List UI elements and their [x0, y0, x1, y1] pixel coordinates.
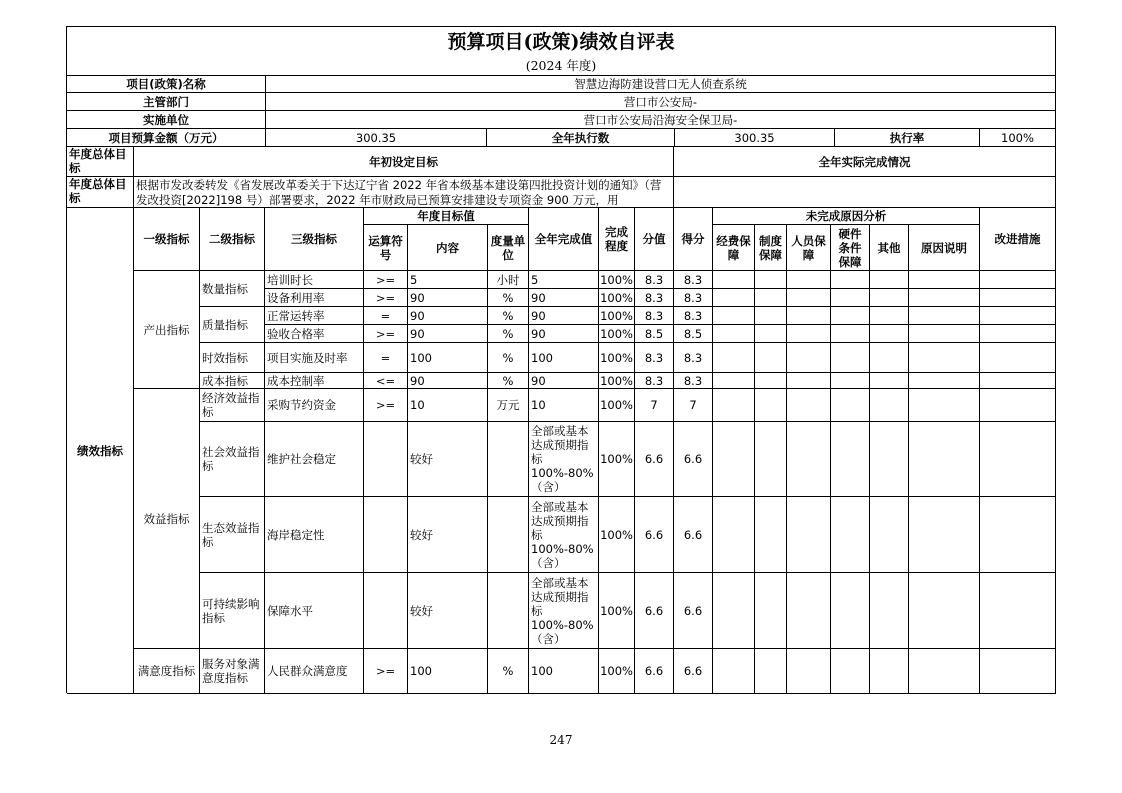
full-year-value: 90 — [529, 373, 599, 389]
score-value: 7 — [635, 389, 674, 422]
header-reason-group: 未完成原因分析 — [713, 208, 980, 225]
header-score-value: 分值 — [635, 208, 674, 271]
completion-degree: 100% — [599, 289, 635, 307]
score-value: 6.6 — [635, 573, 674, 649]
reason-system-cell — [755, 389, 787, 422]
score-value: 8.3 — [635, 343, 674, 373]
perf-indicators-label: 绩效指标 — [67, 208, 134, 694]
operator — [364, 497, 408, 573]
reason-hardware-cell — [831, 289, 870, 307]
indicator-name: 项目实施及时率 — [265, 343, 364, 373]
reason-system-cell — [755, 343, 787, 373]
measure-unit: % — [488, 373, 529, 389]
score: 6.6 — [674, 497, 713, 573]
full-year-value: 90 — [529, 289, 599, 307]
header-unit: 度量单位 — [488, 225, 529, 271]
completion-degree: 100% — [599, 497, 635, 573]
indicator-name: 验收合格率 — [265, 325, 364, 343]
measure-unit: 小时 — [488, 271, 529, 289]
group-economic: 经济效益指标 — [200, 389, 265, 422]
reason-other-cell — [870, 325, 909, 343]
reason-note-cell — [909, 325, 980, 343]
group-ecological: 生态效益指标 — [200, 497, 265, 573]
score: 6.6 — [674, 649, 713, 694]
indicator-name: 人民群众满意度 — [265, 649, 364, 694]
completion-degree: 100% — [599, 573, 635, 649]
reason-staff-cell — [787, 343, 831, 373]
group-quality: 质量指标 — [200, 307, 265, 343]
measure-unit — [488, 422, 529, 497]
page-number: 247 — [549, 733, 573, 747]
full-year-value: 全部或基本达成预期指标100%-80%（含） — [529, 422, 599, 497]
reason-system-cell — [755, 307, 787, 325]
reason-staff-cell — [787, 497, 831, 573]
target-content: 5 — [408, 271, 488, 289]
reason-staff-cell — [787, 289, 831, 307]
reason-other-cell — [870, 422, 909, 497]
group-social: 社会效益指标 — [200, 422, 265, 497]
group-benefit: 效益指标 — [134, 389, 200, 649]
header-operator: 运算符号 — [364, 225, 408, 271]
completion-degree: 100% — [599, 343, 635, 373]
measure-unit: % — [488, 325, 529, 343]
header-reason-system: 制度保障 — [755, 225, 787, 271]
score-value: 6.6 — [635, 497, 674, 573]
annual-goal-label-2: 年度总体目标 — [67, 177, 134, 208]
score-value: 8.3 — [635, 289, 674, 307]
reason-note-cell — [909, 289, 980, 307]
reason-hardware-cell — [831, 373, 870, 389]
actual-completion-header: 全年实际完成情况 — [674, 147, 1056, 177]
operator: >= — [364, 289, 408, 307]
operator: <= — [364, 373, 408, 389]
rate-label: 执行率 — [835, 129, 980, 147]
completion-degree: 100% — [599, 307, 635, 325]
reason-funds-cell — [713, 389, 755, 422]
reason-system-cell — [755, 497, 787, 573]
reason-staff-cell — [787, 307, 831, 325]
full-year-value: 100 — [529, 649, 599, 694]
header-reason-hardware: 硬件条件保障 — [831, 225, 870, 271]
completion-degree: 100% — [599, 389, 635, 422]
measure-unit: % — [488, 649, 529, 694]
header-full-year: 全年完成值 — [529, 208, 599, 271]
reason-funds-cell — [713, 343, 755, 373]
group-service: 服务对象满意度指标 — [200, 649, 265, 694]
full-year-value: 5 — [529, 271, 599, 289]
score: 6.6 — [674, 422, 713, 497]
indicator-name: 培训时长 — [265, 271, 364, 289]
full-year-value: 100 — [529, 343, 599, 373]
reason-funds-cell — [713, 307, 755, 325]
score: 8.3 — [674, 343, 713, 373]
reason-staff-cell — [787, 325, 831, 343]
reason-staff-cell — [787, 649, 831, 694]
improve-cell — [980, 497, 1056, 573]
exec-label: 全年执行数 — [487, 129, 675, 147]
target-content: 10 — [408, 389, 488, 422]
reason-other-cell — [870, 497, 909, 573]
full-year-value: 90 — [529, 325, 599, 343]
measure-unit: % — [488, 307, 529, 325]
reason-system-cell — [755, 649, 787, 694]
form-title: 预算项目(政策)绩效自评表 — [67, 27, 1056, 57]
reason-other-cell — [870, 307, 909, 325]
reason-staff-cell — [787, 573, 831, 649]
reason-hardware-cell — [831, 649, 870, 694]
annual-goal-label: 年度总体目标 — [67, 147, 134, 177]
reason-other-cell — [870, 573, 909, 649]
header-reason-other: 其他 — [870, 225, 909, 271]
score: 8.3 — [674, 271, 713, 289]
indicator-name: 采购节约资金 — [265, 389, 364, 422]
goal-text: 根据市发改委转发《省发展改革委关于下达辽宁省 2022 年省本级基本建设第四批投资计划的通知》（营发改投资[2022]198 号）部署要求，2022 年市财政局已预算安排建设专项资金 900 万元，用 — [134, 177, 674, 208]
improve-cell — [980, 389, 1056, 422]
reason-note-cell — [909, 307, 980, 325]
reason-other-cell — [870, 649, 909, 694]
reason-note-cell — [909, 649, 980, 694]
improve-cell — [980, 649, 1056, 694]
full-year-value: 全部或基本达成预期指标100%-80%（含） — [529, 497, 599, 573]
header-target-group: 年度目标值 — [364, 208, 529, 225]
score: 8.3 — [674, 373, 713, 389]
indicator-name: 正常运转率 — [265, 307, 364, 325]
reason-note-cell — [909, 497, 980, 573]
reason-note-cell — [909, 422, 980, 497]
measure-unit: 万元 — [488, 389, 529, 422]
operator: >= — [364, 271, 408, 289]
score-value: 8.5 — [635, 325, 674, 343]
completion-degree: 100% — [599, 373, 635, 389]
header-level2: 二级指标 — [200, 208, 265, 271]
reason-staff-cell — [787, 271, 831, 289]
header-score: 得分 — [674, 208, 713, 271]
completion-degree: 100% — [599, 271, 635, 289]
reason-note-cell — [909, 343, 980, 373]
reason-funds-cell — [713, 497, 755, 573]
improve-cell — [980, 573, 1056, 649]
reason-hardware-cell — [831, 573, 870, 649]
indicator-name: 设备利用率 — [265, 289, 364, 307]
reason-system-cell — [755, 271, 787, 289]
score: 8.5 — [674, 325, 713, 343]
reason-hardware-cell — [831, 343, 870, 373]
reason-funds-cell — [713, 289, 755, 307]
reason-staff-cell — [787, 422, 831, 497]
dept-label: 主管部门 — [67, 93, 266, 111]
target-content: 较好 — [408, 497, 488, 573]
group-satisfaction: 满意度指标 — [134, 649, 200, 694]
score-value: 6.6 — [635, 422, 674, 497]
initial-goal-header: 年初设定目标 — [134, 147, 674, 177]
target-content: 90 — [408, 307, 488, 325]
operator: = — [364, 343, 408, 373]
reason-note-cell — [909, 389, 980, 422]
rate-value: 100% — [980, 129, 1056, 147]
operator: = — [364, 307, 408, 325]
score: 6.6 — [674, 573, 713, 649]
improve-cell — [980, 373, 1056, 389]
header-reason-note: 原因说明 — [909, 225, 980, 271]
full-year-value: 10 — [529, 389, 599, 422]
form-year: (2024 年度) — [67, 57, 1056, 76]
improve-cell — [980, 343, 1056, 373]
reason-other-cell — [870, 389, 909, 422]
operator: >= — [364, 649, 408, 694]
budget-value: 300.35 — [266, 129, 487, 147]
improve-cell — [980, 422, 1056, 497]
operator: >= — [364, 325, 408, 343]
reason-note-cell — [909, 373, 980, 389]
reason-other-cell — [870, 271, 909, 289]
score-value: 6.6 — [635, 649, 674, 694]
measure-unit: % — [488, 289, 529, 307]
reason-system-cell — [755, 289, 787, 307]
score: 8.3 — [674, 307, 713, 325]
dept-value: 营口市公安局- — [266, 93, 1056, 111]
reason-hardware-cell — [831, 389, 870, 422]
reason-funds-cell — [713, 649, 755, 694]
reason-staff-cell — [787, 373, 831, 389]
reason-funds-cell — [713, 573, 755, 649]
header-level3: 三级指标 — [265, 208, 364, 271]
score: 7 — [674, 389, 713, 422]
reason-hardware-cell — [831, 307, 870, 325]
reason-system-cell — [755, 325, 787, 343]
reason-note-cell — [909, 271, 980, 289]
full-year-value: 全部或基本达成预期指标100%-80%（含） — [529, 573, 599, 649]
reason-system-cell — [755, 573, 787, 649]
project-name-value: 智慧边海防建设营口无人侦查系统 — [266, 76, 1056, 93]
improve-cell — [980, 307, 1056, 325]
group-sustainable: 可持续影响指标 — [200, 573, 265, 649]
exec-value: 300.35 — [675, 129, 835, 147]
measure-unit — [488, 497, 529, 573]
reason-other-cell — [870, 343, 909, 373]
full-year-value: 90 — [529, 307, 599, 325]
indicator-name: 维护社会稳定 — [265, 422, 364, 497]
header-reason-staff: 人员保障 — [787, 225, 831, 271]
operator — [364, 422, 408, 497]
operator: >= — [364, 389, 408, 422]
score-value: 8.3 — [635, 373, 674, 389]
budget-label: 项目预算金额（万元） — [67, 129, 266, 147]
reason-system-cell — [755, 422, 787, 497]
reason-funds-cell — [713, 271, 755, 289]
group-cost: 成本指标 — [200, 373, 265, 389]
measure-unit: % — [488, 343, 529, 373]
reason-hardware-cell — [831, 325, 870, 343]
reason-other-cell — [870, 373, 909, 389]
reason-funds-cell — [713, 325, 755, 343]
target-content: 100 — [408, 343, 488, 373]
score-value: 8.3 — [635, 271, 674, 289]
target-content: 90 — [408, 325, 488, 343]
reason-hardware-cell — [831, 422, 870, 497]
header-completion: 完成程度 — [599, 208, 635, 271]
group-quantity: 数量指标 — [200, 271, 265, 307]
reason-funds-cell — [713, 422, 755, 497]
reason-hardware-cell — [831, 271, 870, 289]
reason-note-cell — [909, 573, 980, 649]
target-content: 较好 — [408, 422, 488, 497]
actual-completion-text — [674, 177, 1056, 208]
group-output: 产出指标 — [134, 271, 200, 389]
operator — [364, 573, 408, 649]
reason-system-cell — [755, 373, 787, 389]
completion-degree: 100% — [599, 325, 635, 343]
reason-funds-cell — [713, 373, 755, 389]
indicator-name: 成本控制率 — [265, 373, 364, 389]
group-timeliness: 时效指标 — [200, 343, 265, 373]
target-content: 较好 — [408, 573, 488, 649]
self-evaluation-form — [66, 26, 1056, 693]
reason-staff-cell — [787, 389, 831, 422]
reason-other-cell — [870, 289, 909, 307]
header-content: 内容 — [408, 225, 488, 271]
reason-hardware-cell — [831, 497, 870, 573]
target-content: 100 — [408, 649, 488, 694]
header-level1: 一级指标 — [134, 208, 200, 271]
measure-unit — [488, 573, 529, 649]
header-improve: 改进措施 — [980, 208, 1056, 271]
improve-cell — [980, 325, 1056, 343]
improve-cell — [980, 289, 1056, 307]
header-reason-funds: 经费保障 — [713, 225, 755, 271]
improve-cell — [980, 271, 1056, 289]
project-name-label: 项目(政策)名称 — [67, 76, 266, 93]
target-content: 90 — [408, 373, 488, 389]
score: 8.3 — [674, 289, 713, 307]
completion-degree: 100% — [599, 422, 635, 497]
indicator-name: 保障水平 — [265, 573, 364, 649]
completion-degree: 100% — [599, 649, 635, 694]
score-value: 8.3 — [635, 307, 674, 325]
unit-value: 营口市公安局沿海安全保卫局- — [266, 111, 1056, 129]
target-content: 90 — [408, 289, 488, 307]
indicator-name: 海岸稳定性 — [265, 497, 364, 573]
unit-label: 实施单位 — [67, 111, 266, 129]
